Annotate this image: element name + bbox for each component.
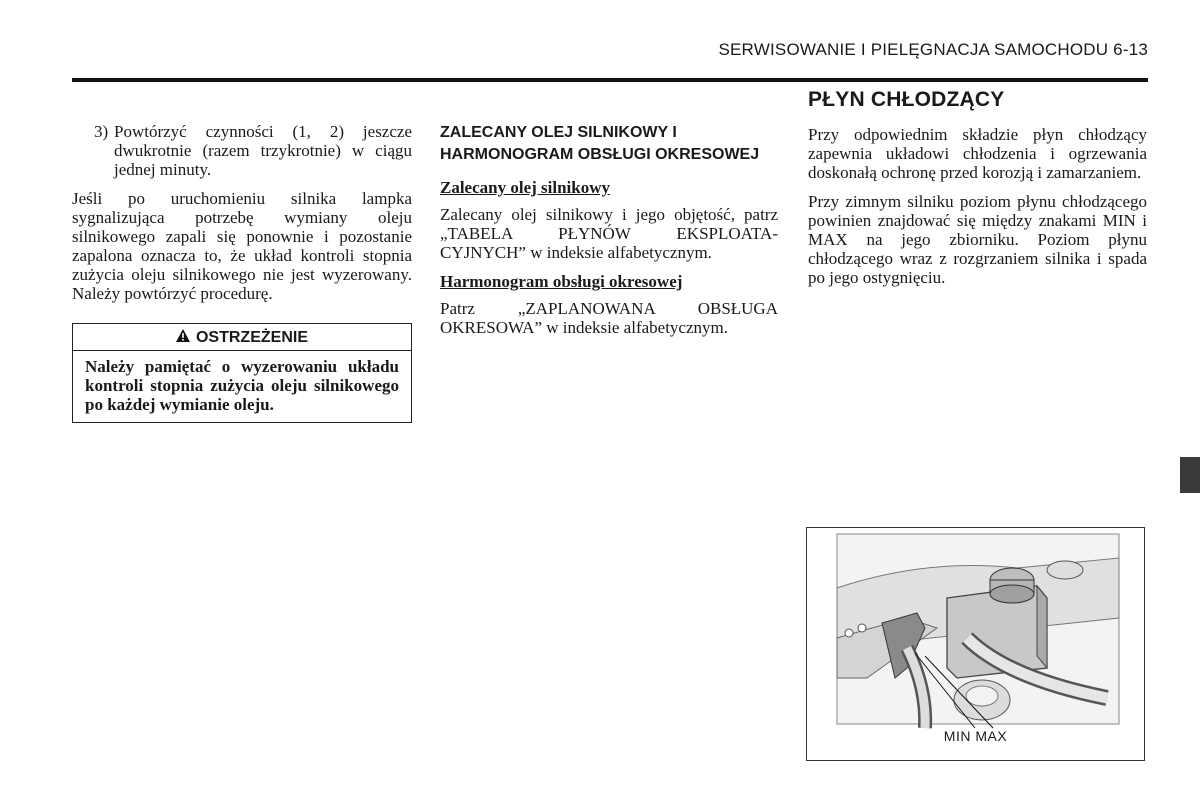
warning-title: OSTRZEŻENIE	[195, 329, 308, 346]
warning-body: Należy pamiętać o wyzerowaniu układu kontroli stopnia zużycia oleju silnikowego po każdej wymianie oleju.	[85, 357, 399, 414]
oil-section-title: ZALECANY OLEJ SILNIKOWY I HARMONOGRAM OBSŁUGI OKRESOWEJ	[440, 124, 760, 163]
coolant-paragraph-2: Przy zimnym silniku poziom płynu chłodzącego powinien znajdować się między znakami MIN i MAX na jego zbiorniku. Poziom płynu chłodzącego wraz z rozgrzaniem silnika i spada po jego ostygnięciu.	[808, 192, 1147, 287]
maintenance-schedule-text: Patrz „ZAPLANOWANA OBSŁUGA OKRESOWA” w indeksie alfabetycznym.	[440, 299, 778, 337]
step-number: 3)	[94, 122, 109, 141]
warning-triangle-icon	[176, 328, 190, 347]
step-text: Powtórzyć czynności (1, 2) jeszcze dwukrotnie (razem trzykrotnie) w ciągu jednej minuty.	[114, 122, 412, 179]
coolant-reservoir-figure	[806, 527, 1145, 761]
warning-header	[73, 324, 411, 351]
maintenance-schedule-subtitle: Harmonogram obsługi okresowej	[440, 272, 683, 291]
page-header-title: SERWISOWANIE I PIELĘGNACJA SAMOCHODU 6-13	[718, 40, 1148, 59]
recommended-oil-subtitle: Zalecany olej silnikowy	[440, 178, 611, 197]
right-column	[808, 90, 1147, 297]
recommended-oil-text: Zalecany olej silnikowy i jego objętość, patrz „TABELA PŁYNÓW EKSPLOATA-CYJNYCH” w indeksie alfabetycznym.	[440, 205, 778, 262]
left-column	[72, 122, 412, 423]
coolant-paragraph-1: Przy odpowiednim składzie płyn chłodzący zapewnia układowi chłodzenia i ogrzewania doskonałą ochronę przed korozją i zamarzaniem.	[808, 125, 1147, 182]
coolant-title: PŁYN CHŁODZĄCY	[808, 88, 1005, 111]
chapter-tab	[1180, 457, 1200, 493]
page-header	[72, 38, 1148, 82]
engine-bay-illustration	[807, 528, 1143, 759]
figure-caption: MIN MAX	[943, 728, 1008, 744]
middle-column	[440, 122, 778, 347]
step-item	[72, 122, 412, 179]
warning-box	[72, 323, 412, 423]
reset-paragraph: Jeśli po uruchomieniu silnika lampka sygnalizująca potrzebę wymiany oleju silnikowego zapali się ponownie i pozostanie zapalona oznacza to, że układ kontroli stopnia zużycia oleju silnikowego nie jest wyzerowany. Należy powtórzyć procedurę.	[72, 189, 412, 303]
